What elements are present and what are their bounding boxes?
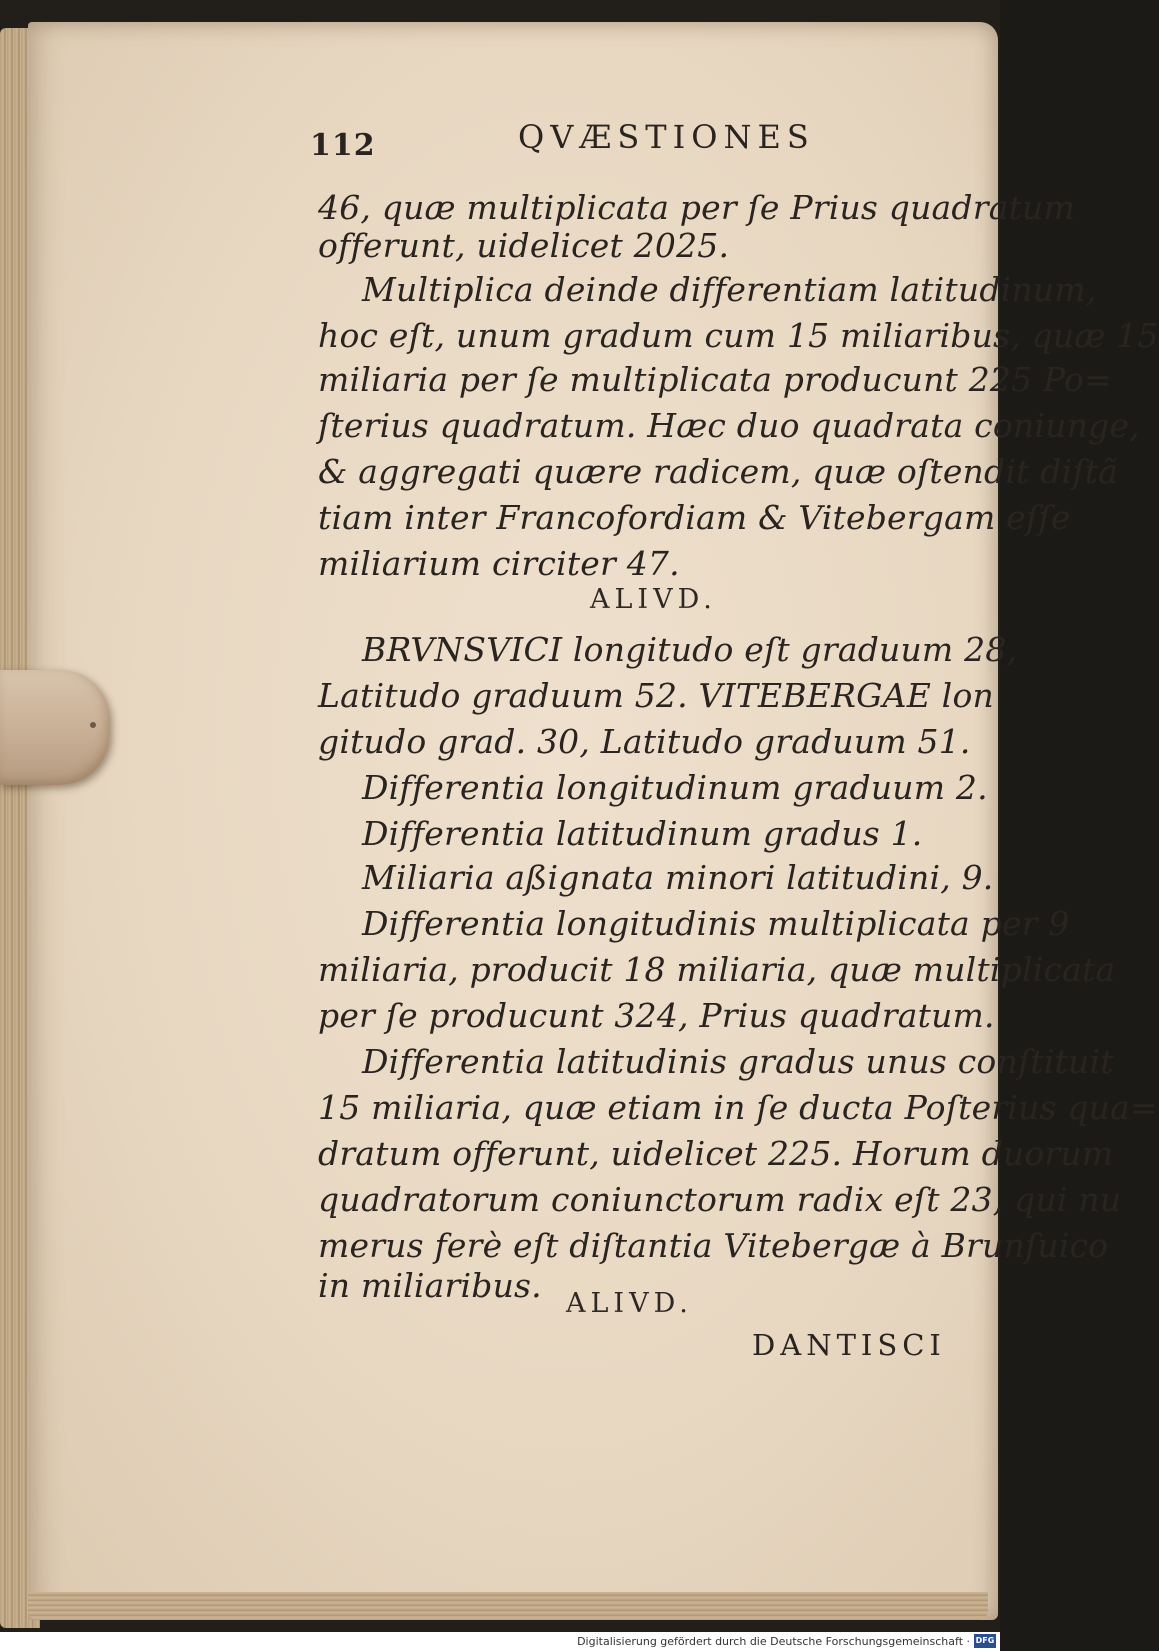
text-line: merus ferè eſt diſtantia Vitebergæ à Brunſuico bbox=[318, 1226, 1109, 1265]
text-line: Latitudo graduum 52. VITEBERGAE lon bbox=[318, 676, 994, 715]
text-line: tiam inter Francofordiam & Vitebergam eſſe bbox=[318, 498, 1071, 537]
text-line: miliaria, producit 18 miliaria, quæ multiplicata bbox=[318, 950, 1116, 989]
text-line: 46, quæ multiplicata per ſe Prius quadratum bbox=[318, 188, 1075, 227]
text-line: Miliaria aßignata minori latitudini, 9. bbox=[362, 858, 994, 897]
text-line: gitudo grad. 30, Latitudo graduum 51. bbox=[318, 722, 971, 761]
dfg-logo: DFG bbox=[974, 1634, 996, 1648]
section-heading: ALIVD. bbox=[590, 584, 717, 615]
text-line: quadratorum coniunctorum radix eſt 23, qui nu bbox=[318, 1180, 1122, 1219]
text-line: hoc eſt, unum gradum cum 15 miliaribus, quæ 15 bbox=[318, 316, 1159, 355]
text-line: offerunt, uidelicet 2025. bbox=[318, 226, 730, 265]
text-line: dratum offerunt, uidelicet 225. Horum duorum bbox=[318, 1134, 1114, 1173]
text-line: Differentia longitudinis multiplicata per 9 bbox=[362, 904, 1070, 943]
catchword: DANTISCI bbox=[752, 1328, 946, 1362]
text-line: 15 miliaria, quæ etiam in ſe ducta Poſterius qua= bbox=[318, 1088, 1158, 1127]
folio-number: 112 bbox=[310, 128, 376, 163]
text-line: ſterius quadratum. Hæc duo quadrata coniunge, bbox=[318, 406, 1140, 445]
text-line: Multiplica deinde differentiam latitudinum, bbox=[362, 270, 1097, 309]
clasp bbox=[0, 670, 110, 785]
text-line: miliaria per ſe multiplicata producunt 225 Po= bbox=[318, 360, 1112, 399]
text-line: per ſe producunt 324, Prius quadratum. bbox=[318, 996, 995, 1035]
text-line: BRVNSVICI longitudo eſt graduum 28, bbox=[362, 630, 1018, 669]
footer-credit: Digitalisierung gefördert durch die Deutsche Forschungsgemeinschaft · bbox=[577, 1635, 970, 1648]
text-line: miliarium circiter 47. bbox=[318, 544, 680, 583]
running-head: QVÆSTIONES bbox=[518, 118, 815, 156]
text-line: Differentia longitudinum graduum 2. bbox=[362, 768, 988, 807]
text-line: Differentia latitudinis gradus unus conſtituit bbox=[362, 1042, 1114, 1081]
text-line: Differentia latitudinum gradus 1. bbox=[362, 814, 923, 853]
page-bottom-edges bbox=[28, 1592, 988, 1620]
text-line: in miliaribus. bbox=[318, 1266, 542, 1305]
text-line: & aggregati quære radicem, quæ oſtendit diſtã bbox=[318, 452, 1119, 491]
section-heading: ALIVD. bbox=[566, 1288, 693, 1319]
